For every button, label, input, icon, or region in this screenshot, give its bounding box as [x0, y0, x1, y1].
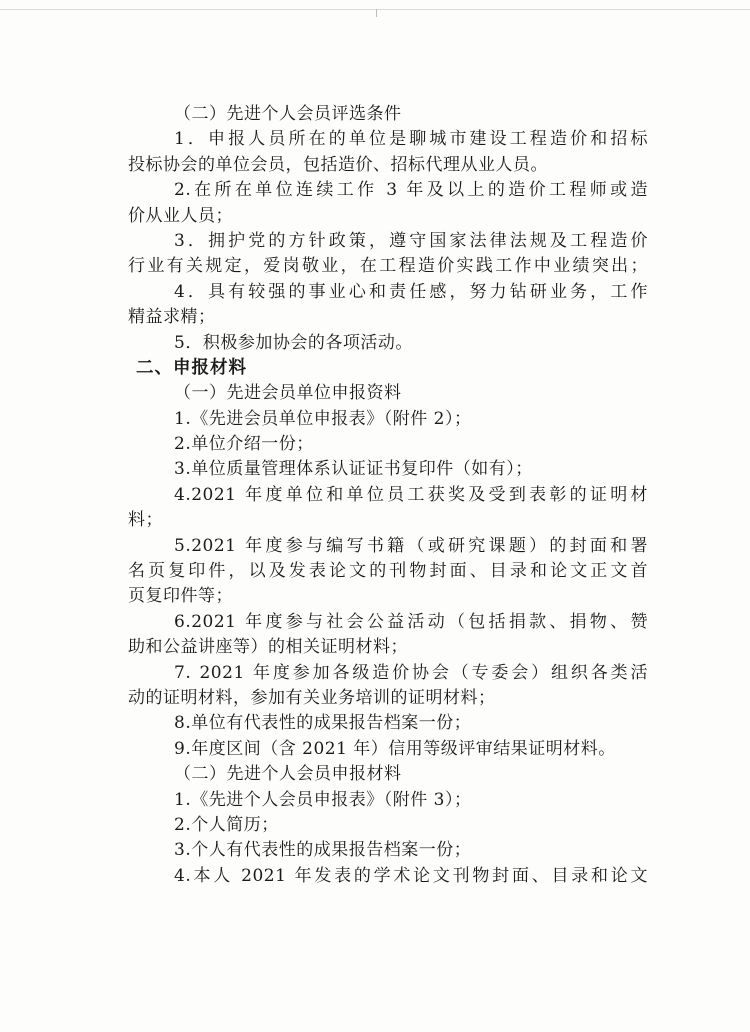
- text-line: 行业有关规定，爱岗敬业，在工程造价实践工作中业绩突出；: [128, 256, 648, 277]
- text-line: 2.在所在单位连续工作 3 年及以上的造价工程师或造: [174, 180, 648, 201]
- text-line: 1.《先进个人会员申报表》（附件 3）；: [174, 789, 472, 810]
- text-line: 3.单位质量管理体系认证证书复印件（如有）；: [174, 459, 533, 480]
- text-line: 9.年度区间（含 2021 年）信用等级评审结果证明材料。: [174, 738, 616, 759]
- text-line: 4.2021 年度单位和单位员工获奖及受到表彰的证明材: [174, 484, 648, 505]
- document-body: [128, 102, 648, 889]
- text-line: 助和公益讲座等）的相关证明材料；: [128, 637, 408, 658]
- text-line: 名页复印件，以及发表论文的刊物封面、目录和论文正文首: [128, 561, 648, 582]
- text-line: 投标协会的单位会员，包括造价、招标代理从业人员。: [128, 154, 548, 175]
- section-heading-materials: 二、申报材料: [136, 357, 247, 378]
- text-line: 4.本人 2021 年发表的学术论文刊物封面、目录和论文: [174, 865, 648, 886]
- text-line: 2.单位介绍一份；: [174, 434, 314, 455]
- text-line: 1.《先进会员单位申报表》（附件 2）；: [174, 408, 472, 429]
- scan-edge-mark: [376, 9, 377, 17]
- text-line: 料；: [128, 510, 163, 531]
- scan-top-edge: [0, 9, 750, 10]
- text-line: 2.个人简历；: [174, 814, 279, 835]
- text-line: 4．具有较强的事业心和责任感，努力钻研业务，工作: [174, 281, 648, 302]
- text-line: 5．积极参加协会的各项活动。: [174, 332, 413, 353]
- text-line: 动的证明材料，参加有关业务培训的证明材料；: [128, 687, 496, 708]
- text-line: 3.个人有代表性的成果报告档案一份；: [174, 840, 472, 861]
- text-line: 价从业人员；: [128, 205, 233, 226]
- subheading-individual-criteria: （二）先进个人会员评选条件: [174, 104, 402, 124]
- text-line: 8.单位有代表性的成果报告档案一份；: [174, 713, 472, 734]
- text-line: 5.2021 年度参与编写书籍（或研究课题）的封面和署: [174, 535, 648, 556]
- text-line: 6.2021 年度参与社会公益活动（包括捐款、捐物、赞: [174, 611, 648, 632]
- text-line: 3．拥护党的方针政策，遵守国家法律法规及工程造价: [174, 230, 648, 251]
- subheading-individual-materials: （二）先进个人会员申报材料: [174, 764, 402, 785]
- text-line: 7. 2021 年度参加各级造价协会（专委会）组织各类活: [174, 662, 648, 683]
- text-line: 1．申报人员所在的单位是聊城市建设工程造价和招标: [174, 129, 648, 150]
- text-line: 页复印件等；: [128, 586, 233, 607]
- text-line: 精益求精；: [128, 307, 216, 328]
- subheading-unit-materials: （一）先进会员单位申报资料: [174, 383, 402, 404]
